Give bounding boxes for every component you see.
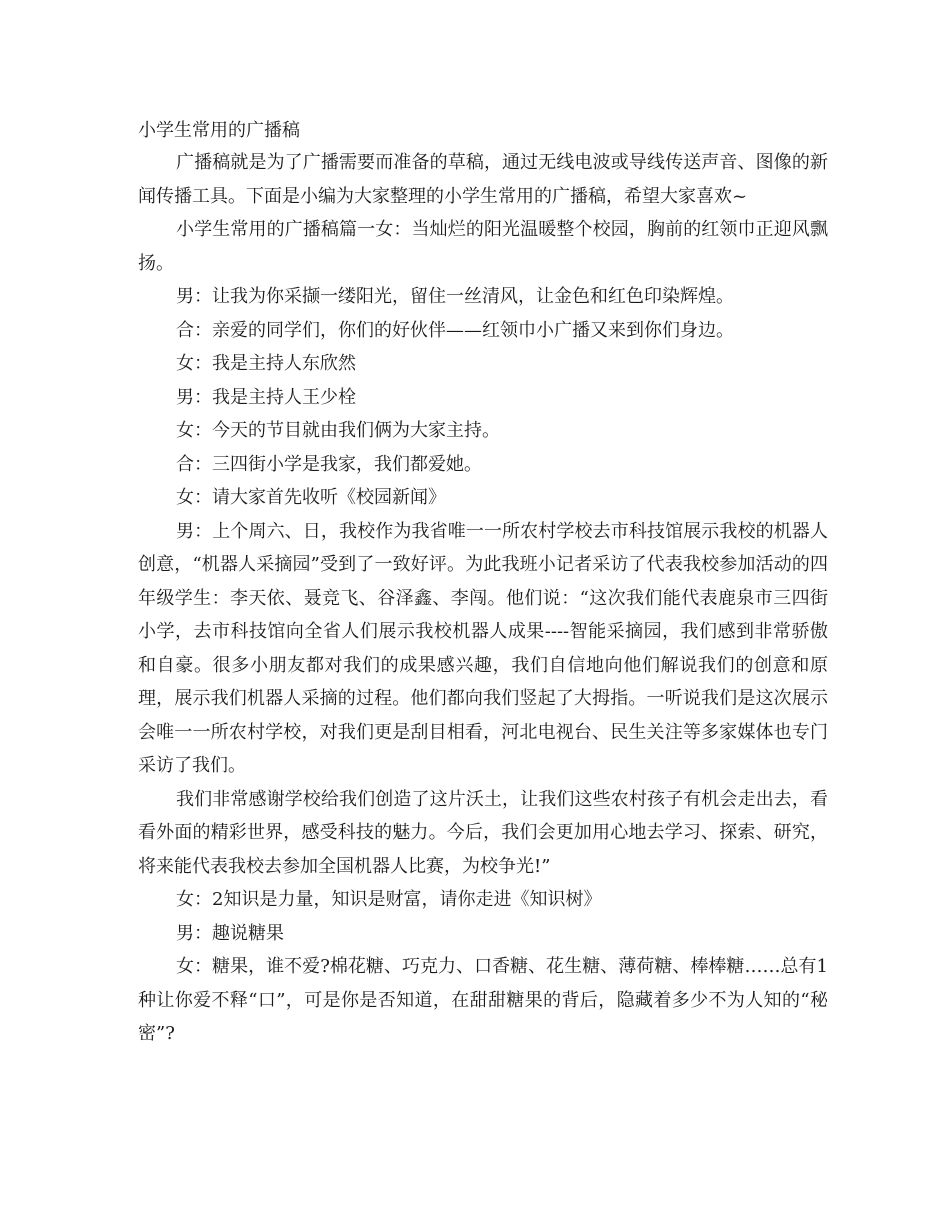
paragraph-together-2: 合：三四街小学是我家，我们都爱她。 [176,453,482,475]
paragraph-female-candy: 女：糖果，谁不爱?棉花糖、巧克力、口香糖、花生糖、薄荷糖、棒棒糖……总有1种让你爱不释“口”，可是你是否知道，在甜甜糖果的背后，隐藏着多少不为人知的“秘密”? [138,956,828,1044]
paragraph-intro: 广播稿就是为了广播需要而准备的草稿，通过无线电波或导线传送声音、图像的新闻传播工具。下面是小编为大家整理的小学生常用的广播稿，希望大家喜欢~ [138,152,828,207]
paragraph-male-candy: 男：趣说糖果 [176,922,284,944]
paragraph-female-news: 女：请大家首先收听《校园新闻》 [176,487,446,508]
document-title: 小学生常用的广播稿 [138,120,300,141]
paragraph-together-1: 合：亲爱的同学们，你们的好伙伴——红领巾小广播又来到你们身边。 [176,319,734,341]
paragraph-male-host: 男：我是主持人王少栓 [176,386,356,408]
paragraph-male-news: 男：上个周六、日，我校作为我省唯一一所农村学校去市科技馆展示我校的机器人创意，“机器人采摘园”受到了一致好评。为此我班小记者采访了代表我校参加活动的四年级学生：李天依、聂竞飞、谷泽鑫、李闯。他们说：“这次我们能代表鹿泉市三四街小学，去市科技馆向全省人们展示我校机器人成果----智能采摘园，我们感到非常骄傲和自豪。很多小朋友都对我们的成果感兴趣，我们自信地向他们解说我们的创意和原理，展示我们机器人采摘的过程。他们都向我们竖起了大拇指。一听说我们是这次展示会唯一一所农村学校，对我们更是刮目相看，河北电视台、民生关注等多家媒体也专门采访了我们。 [138,520,828,776]
paragraph-thanks: 我们非常感谢学校给我们创造了这片沃土，让我们这些农村孩子有机会走出去，看看外面的精彩世界，感受科技的魅力。今后，我们会更加用心地去学习、探索、研究，将来能代表我校去参加全国机器人比赛，为校争光!” [138,788,828,877]
paragraph-male-1: 男：让我为你采撷一缕阳光，留住一丝清风，让金色和红色印染辉煌。 [176,286,734,307]
paragraph-opening: 小学生常用的广播稿篇一女：当灿烂的阳光温暖整个校园，胸前的红领巾正迎风飘扬。 [138,219,828,274]
paragraph-female-knowledge: 女：2知识是力量，知识是财富，请你走进《知识树》 [176,889,602,910]
paragraph-female-host: 女：我是主持人东欣然 [176,353,356,374]
paragraph-female-today: 女：今天的节目就由我们俩为大家主持。 [176,420,500,441]
document-page [138,118,828,1051]
